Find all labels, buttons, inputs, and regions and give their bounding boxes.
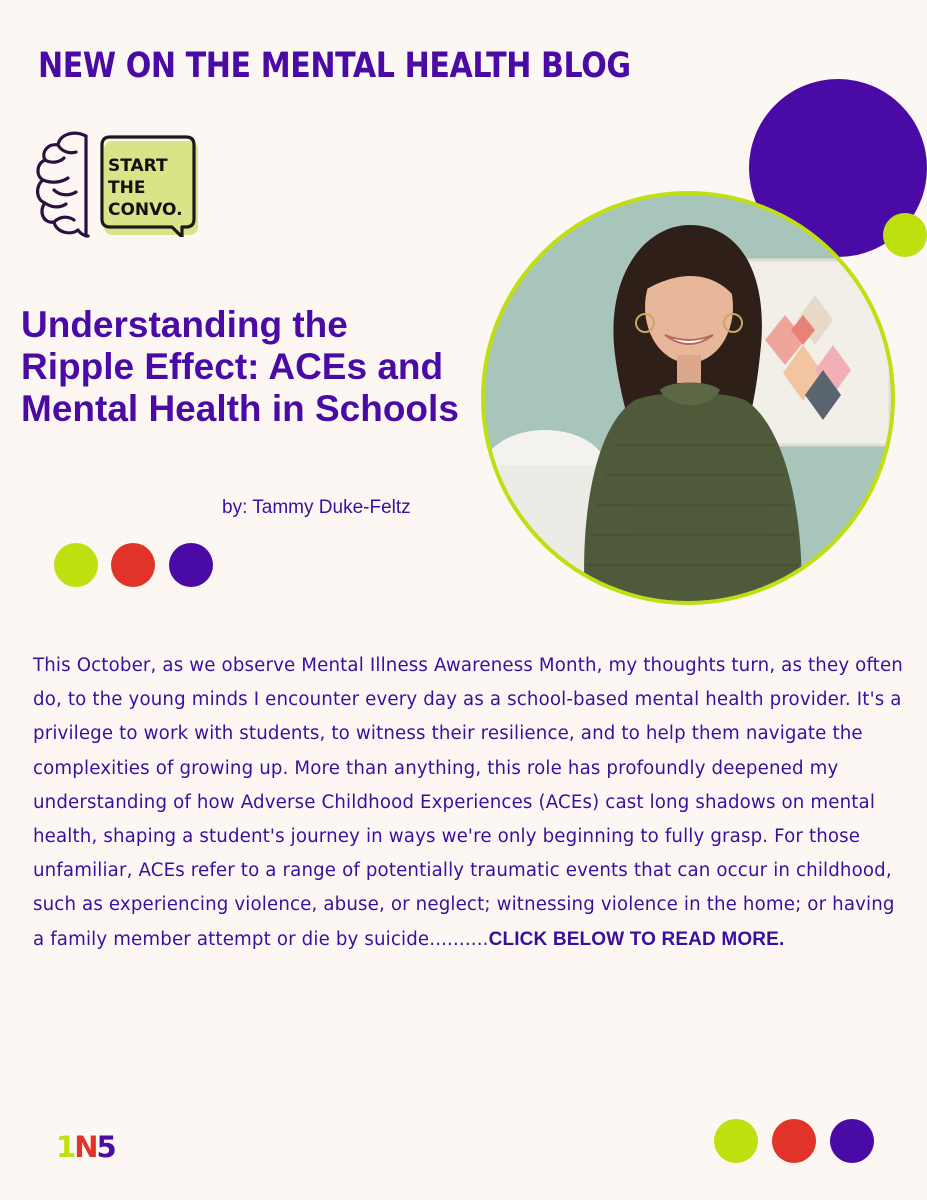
decorative-red-dot — [111, 543, 155, 587]
decorative-purple-dot — [169, 543, 213, 587]
brain-icon — [30, 128, 94, 243]
footer-purple-dot — [830, 1119, 874, 1163]
read-more-cta[interactable]: CLICK BELOW TO READ MORE. — [488, 928, 785, 950]
header-title: NEW ON THE MENTAL HEALTH BLOG — [38, 46, 631, 86]
article-excerpt — [33, 649, 903, 957]
1n5-logo — [56, 1130, 115, 1164]
logo-char-5: 5 — [96, 1130, 115, 1164]
decorative-lime-dot — [54, 543, 98, 587]
decorative-lime-circle — [883, 213, 927, 257]
logo-char-1: 1 — [56, 1130, 75, 1164]
start-the-convo-logo — [30, 128, 210, 253]
article-title: Understanding the Ripple Effect: ACEs and Mental Health in Schools — [21, 304, 459, 429]
author-portrait — [481, 191, 895, 605]
footer-lime-dot — [714, 1119, 758, 1163]
author-byline: by: Tammy Duke-Feltz — [222, 497, 411, 518]
logo-char-n: N — [74, 1130, 97, 1164]
bubble-text: START THE CONVO. — [108, 156, 183, 220]
footer-red-dot — [772, 1119, 816, 1163]
article-body: This October, as we observe Mental Illness Awareness Month, my thoughts turn, as they often do, to the young minds I encounter every day as a school-based mental health provider. It's a privilege to work with students, to witness their resilience, and to help them navigate the complexities of growing up. More than anything, this role has profoundly deepened my understanding of how Adverse Childhood Experiences (ACEs) cast long shadows on mental health, shaping a student's journey in ways we're only beginning to fully grasp. For those unfamiliar, ACEs refer to a range of potentially traumatic events that can occur in childhood, such as experiencing violence, abuse, or neglect; witnessing violence in the home; or having a family member attempt or die by suicide.......... — [33, 655, 903, 950]
